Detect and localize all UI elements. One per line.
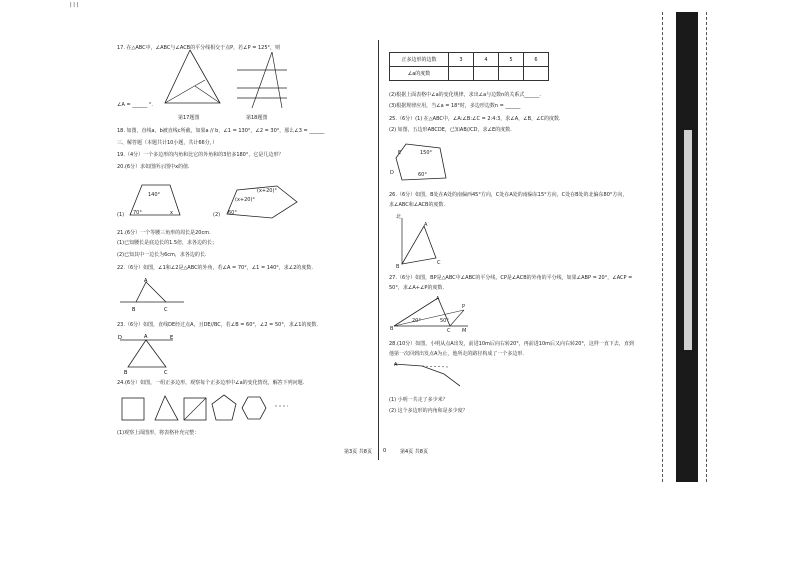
figure-27-label-p: P	[462, 304, 466, 310]
figure-20-2-angle-x20: (x+20)°	[257, 188, 277, 194]
question-24: 24.(6分）如图，一组正多边形，观察每个正多边形中∠a的变化情况，解答下列问题.	[117, 380, 305, 386]
question-24-part2: (2)根据上面表格中∠a的变化规律，求出∠a与边数n的关系式______.	[389, 92, 541, 98]
figure-27	[392, 296, 472, 332]
question-27: 27.（6分）如图，BP是△ABC中∠ABC的平分线，CP是∠ACB的外角的平分线，如果∠ABP = 20°，∠ACP =	[389, 275, 633, 281]
question-28-cont: 他第一次回到出发点A为止，他所走的路径构成了一个多边形.	[389, 351, 525, 357]
svg-text:D: D	[118, 335, 122, 341]
svg-text:C: C	[164, 307, 168, 313]
question-20: 20.(6分）求如图所示图中x的值.	[117, 164, 190, 170]
figure-26-label-c: C	[437, 260, 441, 266]
svg-text:E: E	[170, 335, 174, 341]
figure-26-north: 北	[396, 214, 402, 220]
table-row	[390, 67, 549, 81]
header-mark: | | |	[70, 2, 79, 8]
figure-26-label-b: B	[396, 264, 400, 270]
table-cell: 4	[474, 53, 499, 67]
section-3-heading: 三、解答题（本题共计10小题，共计66分，）	[117, 140, 218, 146]
figure-27-label-a: A	[436, 296, 440, 302]
question-17-answer: ∠A = ______ °.	[117, 102, 153, 108]
figure-18-caption: 第18题图	[246, 115, 268, 121]
question-23: 23.（6分）如图，直线DE经过点A，且DE//BC，若∠B = 60°，∠2 = 50°，求∠1的度数.	[117, 322, 319, 328]
question-26-cont: 求∠ABC和∠ACB的度数.	[389, 202, 446, 208]
figure-20-1-angle-70: 70°	[133, 210, 142, 216]
table-cell	[474, 67, 499, 81]
figure-24	[120, 392, 290, 424]
figure-25-angle-60: 60°	[418, 172, 427, 178]
question-28-part1: (1) 小明一共走了多少米？	[389, 397, 448, 403]
svg-text:B: B	[132, 307, 136, 313]
question-21: 21.(6分）一个等腰三角形的周长是20cm.	[117, 230, 211, 236]
footer-mid: 0	[383, 448, 387, 454]
figure-28	[392, 360, 472, 390]
question-24-part3: (3)根据规律应用，当∠a = 18°时，多边形边数n = ______	[389, 103, 521, 109]
question-19: 19.（4分）一个多边形的内角和比它的外角和的3倍多180°，它是几边形？	[117, 152, 284, 158]
figure-17-caption: 第17题图	[178, 115, 200, 121]
figure-20-2-angle-x20b: (x+20)°	[235, 197, 255, 203]
binding-dashed-line-outer	[706, 12, 707, 482]
svg-text:A: A	[144, 278, 148, 284]
question-17: 17. 在△ABC中，∠ABC与∠ACB的平分线相交于点P，若∠P = 125°，则	[117, 45, 281, 51]
svg-text:B: B	[124, 370, 128, 376]
svg-text:A: A	[144, 334, 148, 340]
figure-20-1-label: (1)	[117, 212, 125, 218]
question-21-part1: (1)已知腰长是底边长的1.5倍，求各边的长；	[117, 240, 218, 246]
question-26: 26.（6分）如图，B处在A处的南偏西45°方向，C处在A处的南偏东15°方向，C处在B处的北偏东80°方向，	[389, 192, 628, 198]
footer-right: 第4页 共8页	[400, 449, 428, 455]
footer-left: 第3页 共8页	[344, 449, 372, 455]
question-22: 22.（6分）如图，∠1和∠2是△ABC的外角，若∠A = 70°，∠1 = 140°，求∠2的度数.	[117, 265, 314, 271]
figure-20-2-label: (2)	[213, 212, 221, 218]
binding-dashed-line	[662, 12, 663, 482]
column-divider	[378, 40, 379, 460]
table-cell: 5	[499, 53, 524, 67]
figure-25-label-d: D	[390, 170, 394, 176]
question-28-part2: (2) 这个多边形的内角和是多少度？	[389, 408, 468, 414]
question-28: 28.(10分）如图，小明从点A出发，前进10m后向右转20°，再前进10m后又向右转20°，这样一直下去，直到	[389, 341, 634, 347]
figure-20-1-angle-140: 140°	[148, 192, 161, 198]
question-21-part2: (2)已知其中一边长为6cm，求各边的长.	[117, 252, 207, 258]
table-row	[390, 53, 549, 67]
figure-27-label-b: B	[390, 326, 394, 332]
table-row-label: ∠a的度数	[390, 67, 449, 81]
table-header-label: 正多边形的边数	[390, 53, 449, 67]
figure-27-angle-50: 50°	[440, 318, 449, 324]
figure-22	[118, 278, 188, 313]
table-cell	[524, 67, 549, 81]
question-24-part1: (1)观察上面图形，将表格补充完整：	[117, 430, 200, 436]
svg-text:C: C	[164, 370, 168, 376]
table-cell: 6	[524, 53, 549, 67]
question-25-part2: (2) 如图，五边形ABCDE，已知AB//CD，求∠E的度数.	[389, 127, 512, 133]
question-25: 25.（6分）(1) 在△ABC中，∠A:∠B:∠C = 2:4:3，求∠A，∠B，∠C的度数.	[389, 116, 561, 122]
figure-25-label-e: E	[398, 150, 402, 156]
figure-20-2-angle-60: 60°	[228, 210, 237, 216]
figure-28-label-a: A	[394, 362, 398, 368]
question-27-cont: 50°，求∠A+∠P的度数.	[389, 285, 445, 291]
table-cell: 3	[449, 53, 474, 67]
table-cell	[499, 67, 524, 81]
figure-20-1-x: x	[170, 210, 173, 216]
figure-25-angle-150: 150°	[420, 150, 433, 156]
figure-27-angle-20: 20°	[412, 318, 421, 324]
polygon-angle-table	[389, 52, 549, 81]
figure-18	[232, 50, 292, 110]
figure-23	[118, 335, 178, 375]
table-cell	[449, 67, 474, 81]
figure-26-label-a: A	[424, 222, 428, 228]
figure-20-1	[120, 180, 190, 220]
figure-27-label-m: M	[462, 328, 467, 334]
binding-info-strip	[684, 130, 692, 350]
figure-17	[160, 48, 230, 108]
figure-25	[394, 140, 454, 188]
question-18: 18. 如图，直线a，b被直线c所截，如果a // b，∠1 = 130°，∠2 = 30°，那么∠3 = ______	[117, 128, 325, 134]
figure-27-label-c: C	[447, 328, 451, 334]
